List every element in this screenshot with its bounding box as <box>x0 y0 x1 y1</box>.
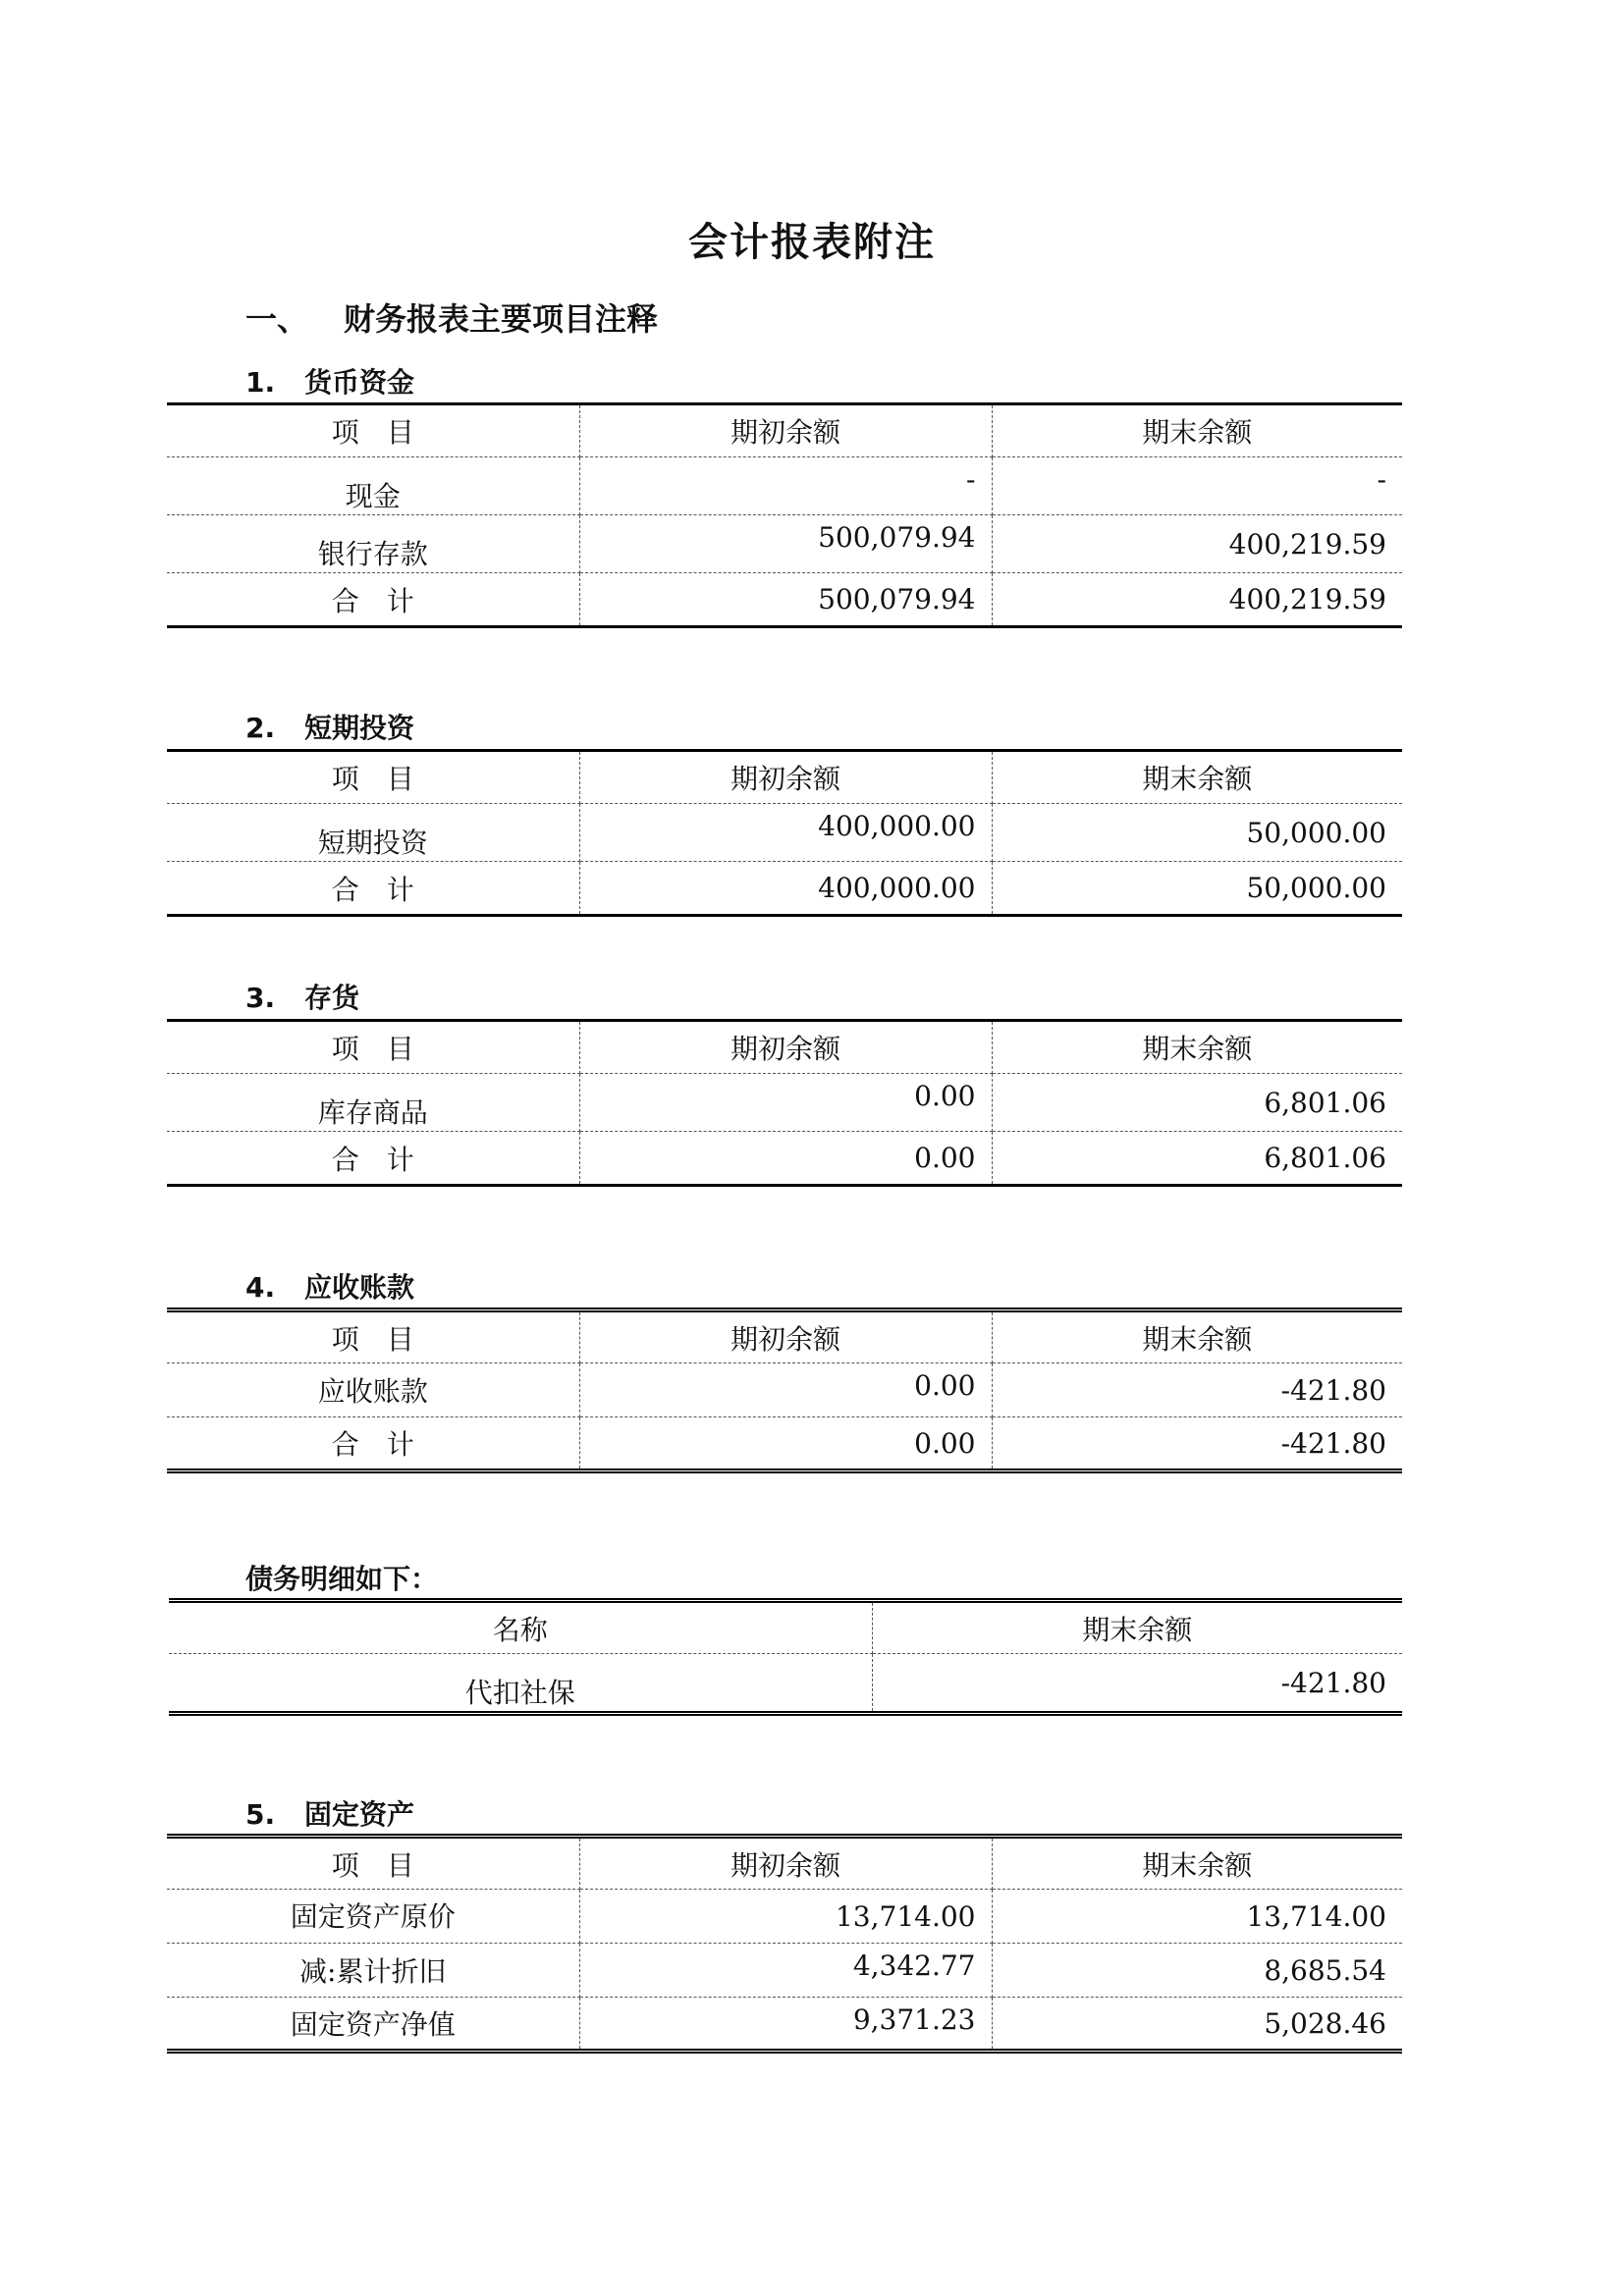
inventory-table <box>167 1019 1402 1187</box>
table-row <box>167 457 1402 515</box>
table-header-row <box>167 751 1402 804</box>
row-item: 银行存款 <box>167 515 579 573</box>
total-end: 6,801.06 <box>1264 1142 1386 1174</box>
row-begin: - <box>579 457 992 515</box>
row-begin: 4,342.77 <box>579 1944 992 1998</box>
col-item-header: 项 目 <box>167 1837 579 1890</box>
debt-detail-table <box>169 1598 1402 1716</box>
section-label: 财务报表主要项目注释 <box>344 300 659 338</box>
short-invest-table <box>167 749 1402 917</box>
table-row <box>167 1363 1402 1417</box>
row-end: 5,028.46 <box>1264 2006 1386 2040</box>
col-item-header: 项 目 <box>167 1021 579 1074</box>
table-row <box>167 1074 1402 1132</box>
col-begin-header: 期初余额 <box>579 1837 992 1890</box>
row-item: 短期投资 <box>167 804 579 862</box>
short-invest-heading <box>245 707 414 746</box>
fixed-assets-table <box>167 1834 1402 2054</box>
col-end-header: 期末余额 <box>992 1837 1402 1890</box>
row-item: 减:累计折旧 <box>167 1944 579 1998</box>
inventory-number: 3. <box>245 982 276 1014</box>
receivable-table <box>167 1308 1402 1473</box>
col-end-header: 期末余额 <box>992 404 1402 457</box>
table-header-row <box>167 1310 1402 1363</box>
col-name-header: 名称 <box>169 1601 872 1654</box>
table-row <box>167 1944 1402 1998</box>
page-title: 会计报表附注 <box>688 220 936 265</box>
receivable-title: 应收账款 <box>304 1271 415 1304</box>
col-begin-header: 期初余额 <box>579 1310 992 1363</box>
total-label: 合 计 <box>167 573 579 627</box>
total-label: 合 计 <box>167 862 579 916</box>
col-end-header: 期末余额 <box>992 1021 1402 1074</box>
row-begin: 9,371.23 <box>579 1998 992 2052</box>
total-label: 合 计 <box>167 1132 579 1186</box>
row-end: -421.80 <box>992 1363 1402 1417</box>
total-begin: 400,000.00 <box>579 862 992 916</box>
cash-number: 1. <box>245 366 276 399</box>
row-end: 6,801.06 <box>992 1074 1402 1132</box>
row-begin: 500,079.94 <box>579 515 992 573</box>
row-item: 固定资产净值 <box>167 1998 579 2052</box>
total-begin: 0.00 <box>579 1417 992 1471</box>
col-end-header: 期末余额 <box>992 751 1402 804</box>
row-item: 库存商品 <box>167 1074 579 1132</box>
row-item: 固定资产原价 <box>167 1890 579 1944</box>
table-header-row <box>167 1021 1402 1074</box>
row-end: 50,000.00 <box>992 804 1402 862</box>
fixed-assets-title: 固定资产 <box>304 1798 415 1831</box>
cash-table <box>167 402 1402 628</box>
table-header-row <box>167 404 1402 457</box>
col-item-header: 项 目 <box>167 404 579 457</box>
table-total-row <box>167 862 1402 916</box>
row-end: 8,685.54 <box>992 1944 1402 1998</box>
col-end-header: 期末余额 <box>872 1601 1402 1654</box>
total-end: 400,219.59 <box>1228 583 1386 615</box>
row-end: - <box>992 457 1402 515</box>
total-end: 50,000.00 <box>1246 872 1386 904</box>
total-begin: 0.00 <box>579 1132 992 1186</box>
section-number: 一、 <box>245 300 309 338</box>
col-end-header: 期末余额 <box>992 1310 1402 1363</box>
table-total-row <box>167 1417 1402 1471</box>
receivable-heading <box>245 1266 414 1306</box>
short-invest-title: 短期投资 <box>304 712 415 744</box>
inventory-title: 存货 <box>304 982 360 1014</box>
col-item-header: 项 目 <box>167 1310 579 1363</box>
short-invest-number: 2. <box>245 712 276 744</box>
col-begin-header: 期初余额 <box>579 751 992 804</box>
row-begin: 0.00 <box>579 1363 992 1417</box>
fixed-assets-heading <box>245 1793 414 1833</box>
col-begin-header: 期初余额 <box>579 404 992 457</box>
table-total-row <box>167 1132 1402 1186</box>
row-end: -421.80 <box>1280 1666 1386 1699</box>
receivable-number: 4. <box>245 1271 276 1304</box>
table-row <box>167 1998 1402 2052</box>
table-row <box>167 804 1402 862</box>
row-end: 13,714.00 <box>992 1890 1402 1944</box>
total-end: -421.80 <box>1280 1426 1386 1460</box>
table-header-row <box>169 1601 1402 1654</box>
cash-heading <box>245 361 414 400</box>
row-name: 代扣社保 <box>169 1654 872 1714</box>
debt-detail-heading: 债务明细如下： <box>245 1563 439 1595</box>
table-row <box>167 1890 1402 1944</box>
total-label: 合 计 <box>167 1417 579 1471</box>
row-item: 现金 <box>167 457 579 515</box>
fixed-assets-number: 5. <box>245 1798 276 1831</box>
row-end: 400,219.59 <box>992 515 1402 573</box>
inventory-heading <box>245 977 359 1016</box>
row-begin: 400,000.00 <box>579 804 992 862</box>
table-row <box>167 515 1402 573</box>
row-item: 应收账款 <box>167 1363 579 1417</box>
row-begin: 0.00 <box>579 1074 992 1132</box>
section-heading <box>245 294 658 340</box>
col-begin-header: 期初余额 <box>579 1021 992 1074</box>
table-total-row <box>167 573 1402 627</box>
col-item-header: 项 目 <box>167 751 579 804</box>
table-row <box>169 1654 1402 1714</box>
table-header-row <box>167 1837 1402 1890</box>
total-begin: 500,079.94 <box>579 573 992 627</box>
cash-title: 货币资金 <box>304 366 415 399</box>
row-begin: 13,714.00 <box>579 1890 992 1944</box>
